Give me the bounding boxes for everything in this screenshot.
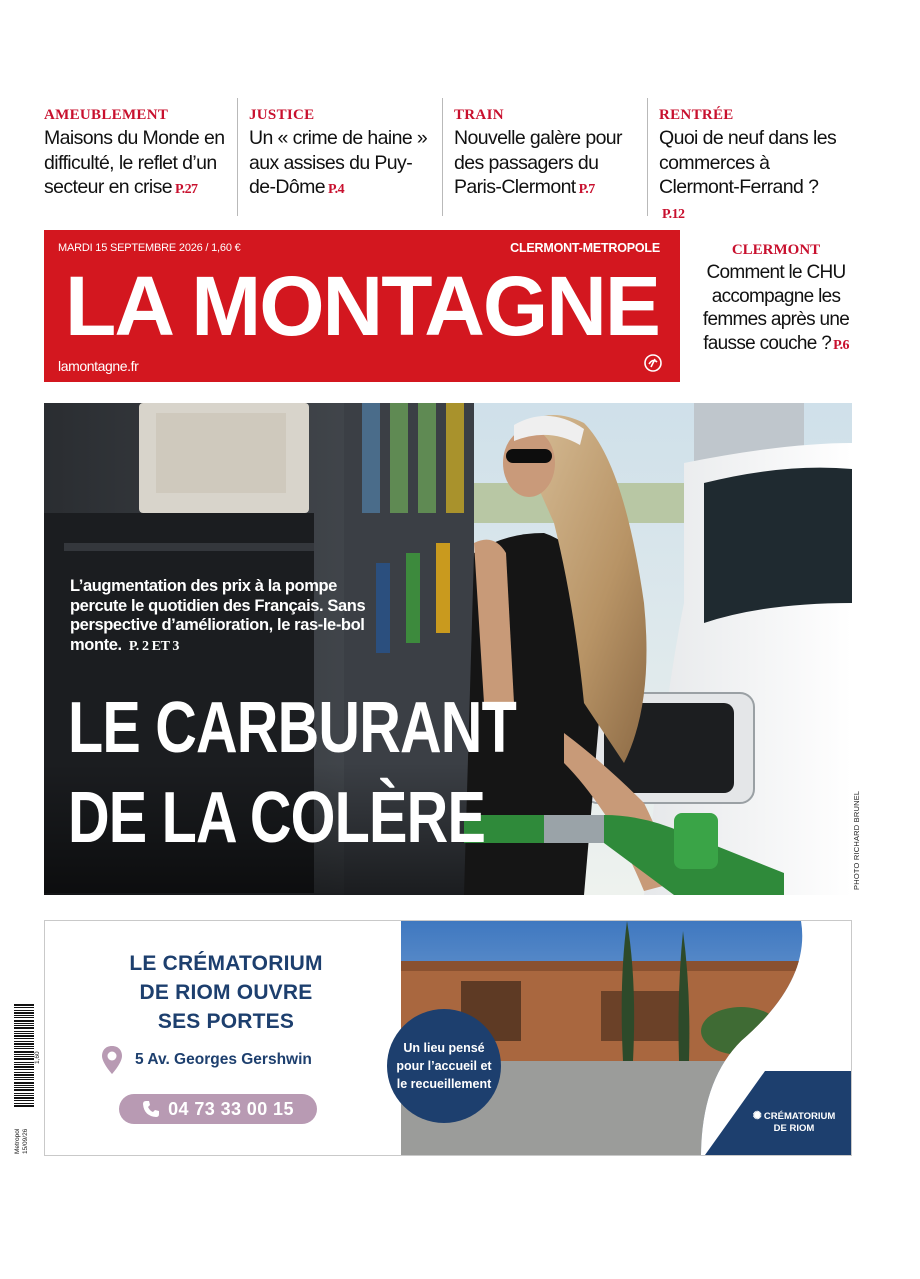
crematorium-logo: ✺ CRÉMATORIUM DE RIOM	[752, 1110, 836, 1134]
barcode-bar	[14, 1010, 34, 1011]
fuel-nozzle-icon	[674, 813, 718, 869]
edition-label: CLERMONT-METROPOLE	[510, 241, 660, 255]
teaser-kicker: CLERMONT	[731, 242, 821, 258]
top-teasers	[44, 98, 852, 222]
barcode-bar	[14, 1087, 34, 1088]
teaser-kicker: TRAIN	[454, 107, 504, 123]
teaser-kicker: AMEUBLEMENT	[44, 107, 169, 123]
teaser-ameublement[interactable]	[44, 98, 237, 216]
teaser-rentree[interactable]	[647, 98, 852, 222]
crematorium-advertisement[interactable]	[44, 920, 852, 1156]
ad-address	[101, 1045, 312, 1075]
barcode-bar	[14, 1074, 34, 1076]
barcode-bar	[14, 1089, 34, 1091]
barcode-bar	[14, 1031, 34, 1032]
barcode-bar	[14, 1004, 34, 1006]
phone-icon	[142, 1100, 160, 1118]
barcode-bar	[14, 1077, 34, 1078]
teaser-headline: Un « crime de haine » aux assises du Puy-de-Dôme P.4	[249, 127, 428, 198]
barcode-bar	[14, 1023, 34, 1024]
teaser-headline: Quoi de neuf dans les commerces à Clermont-Ferrand ?P.12	[659, 127, 837, 222]
ad-bubble: Un lieu pensé pour l’accueil et le recueillement	[387, 1009, 501, 1123]
ad-address-text: 5 Av. Georges Gershwin	[135, 1051, 312, 1068]
barcode-bar	[14, 1048, 34, 1049]
barcode-bar	[14, 1046, 34, 1047]
publisher-logo-icon	[644, 354, 662, 372]
cover-headline: LE CARBURANT DE LA COLÈRE	[68, 688, 516, 858]
side-teaser-clermont[interactable]	[700, 240, 852, 357]
barcode-bar	[14, 1100, 34, 1101]
barcode-bar	[14, 1012, 34, 1014]
barcode-bar	[14, 1064, 34, 1065]
location-pin-icon	[101, 1045, 123, 1075]
barcode-bar	[14, 1079, 34, 1080]
teaser-headline: Comment le CHU accompagne les femmes après une fausse couche ? P.6	[702, 262, 850, 354]
barcode-bar	[14, 1105, 34, 1107]
barcode-bar	[14, 1027, 34, 1029]
ad-title: LE CRÉMATORIUM DE RIOM OUVRE SES PORTES	[129, 952, 323, 1033]
barcode-bar	[14, 1062, 34, 1063]
cover-page-ref: P. 2 ET 3	[128, 638, 179, 654]
barcode-bar	[14, 1085, 34, 1086]
barcode-bar	[14, 1082, 34, 1084]
teaser-page-ref: P.6	[833, 337, 849, 353]
teaser-page-ref: P.12	[662, 206, 685, 222]
barcode-bar	[14, 1025, 34, 1026]
barcode-price: 1,60	[34, 1051, 41, 1064]
barcode-bar	[14, 1043, 34, 1045]
barcode-bar	[14, 1093, 34, 1094]
crematorium-logo-icon: ✺	[752, 1110, 762, 1122]
barcode-edition: Metropol	[14, 1128, 21, 1154]
photo-credit: PHOTO RICHARD BRUNEL	[852, 790, 861, 890]
barcode-bar	[14, 1038, 34, 1039]
barcode-bar	[14, 1058, 34, 1060]
barcode-bar	[14, 1056, 34, 1057]
barcode-bar	[14, 1051, 34, 1053]
barcode-bars	[14, 1004, 34, 1110]
barcode-bar	[14, 1007, 34, 1008]
teaser-page-ref: P.27	[175, 182, 198, 197]
barcode-bar	[14, 1072, 34, 1073]
barcode-bar	[14, 1041, 34, 1042]
barcode-bar	[14, 1095, 34, 1096]
issue-date-price: MARDI 15 SEPTEMBRE 2026 / 1,60 €	[58, 242, 241, 254]
teaser-page-ref: P.4	[328, 182, 344, 197]
barcode-bar	[14, 1033, 34, 1034]
teaser-train[interactable]	[442, 98, 647, 216]
ad-phone-number: 04 73 33 00 15	[168, 1098, 294, 1119]
barcode-bar	[14, 1069, 34, 1070]
website-url[interactable]: lamontagne.fr	[58, 358, 139, 374]
teaser-headline: Nouvelle galère pour des passagers du Paris-Clermont P.7	[454, 127, 622, 198]
barcode-bar	[14, 1035, 34, 1037]
teaser-headline: Maisons du Monde en difficulté, le reflet d’un secteur en crise P.27	[44, 127, 225, 198]
barcode-bar	[14, 1015, 34, 1016]
barcode-bar	[14, 1097, 34, 1099]
barcode-bar	[14, 1054, 34, 1055]
teaser-kicker: JUSTICE	[249, 107, 315, 123]
ad-phone[interactable]	[119, 1094, 317, 1124]
barcode-date: 15/09/26	[22, 1128, 29, 1154]
barcode-bar	[14, 1066, 34, 1068]
barcode	[14, 1004, 40, 1154]
teaser-page-ref: P.7	[578, 182, 595, 197]
cover-deck: L’augmentation des prix à la pompe percute le quotidien des Français. Sans perspective d’amélioration, le ras-le-bol monte. P. 2 ET 3	[70, 577, 366, 654]
teaser-justice[interactable]	[237, 98, 442, 216]
cover-photo[interactable]	[44, 403, 852, 895]
barcode-bar	[14, 1103, 34, 1104]
barcode-bar	[14, 1020, 34, 1022]
masthead	[44, 230, 680, 382]
teaser-kicker: RENTRÉE	[659, 107, 734, 123]
newspaper-logo[interactable]: LA MONTAGNE	[65, 259, 659, 353]
barcode-bar	[14, 1017, 34, 1018]
